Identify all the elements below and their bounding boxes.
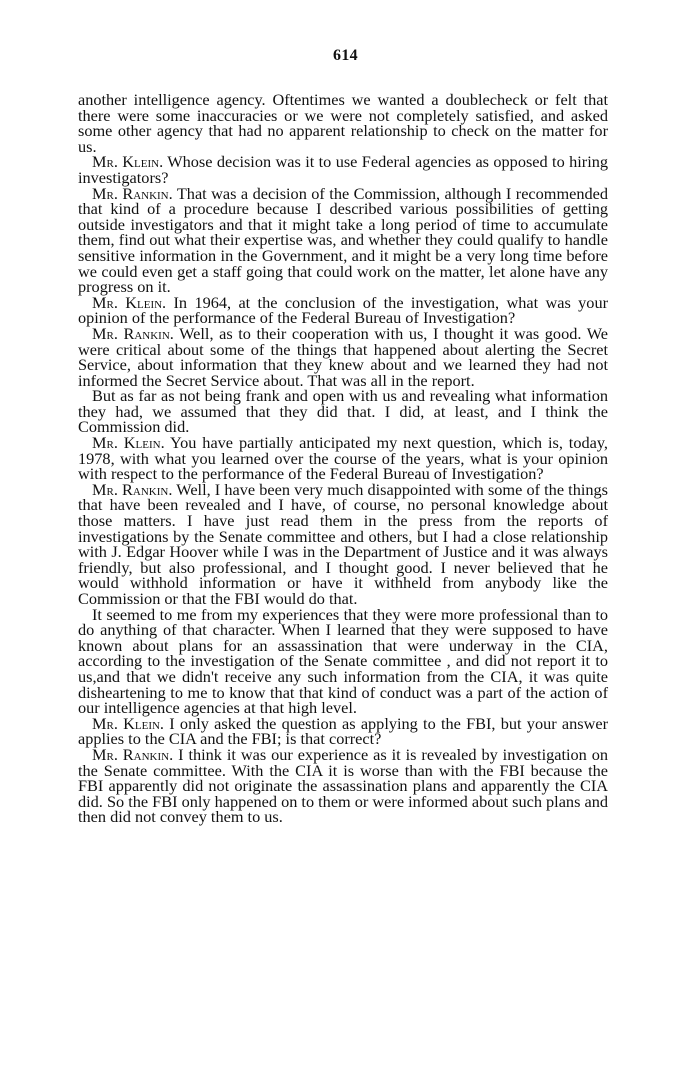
paragraph bbox=[78, 435, 608, 482]
paragraph bbox=[78, 388, 608, 435]
paragraph-text: I think it was our experience as it is revealed by investigation on the Senate committee. With the CIA it is worse than with the FBI because the FBI apparently did not originate the assassination plans and apparently the CIA did. So the FBI only happened on to them or were informed about such plans and then did not convey them to us. bbox=[78, 744, 608, 827]
speaker-label: Mr. Rankin. bbox=[92, 479, 173, 499]
paragraph-text: Whose decision was it to use Federal agencies as opposed to hiring investigators? bbox=[78, 152, 608, 187]
speaker-label: Mr. Rankin. bbox=[92, 323, 174, 343]
paragraph-text: In 1964, at the conclusion of the investigation, what was your opinion of the performance of the Federal Bureau of Investigation? bbox=[78, 292, 609, 328]
paragraph-text: That was a decision of the Commission, although I recommended that kind of a procedure because I described various possibilities of getting outside investigators and that it might take a long period of time to accumulate them, find out what their expertise was, and whether they could qualify to handle sensitive information in the Government, and it might be a very long time before we could even get a staff going that could work on the matter, let alone have any progress on it. bbox=[78, 183, 608, 297]
paragraph-text: But as far as not being frank and open with us and revealing what information they had, we assumed that they did that. I did, at least, and I think the Commission did. bbox=[78, 386, 608, 437]
speaker-label: Mr. Klein. bbox=[92, 713, 165, 733]
page-number: 614 bbox=[333, 47, 358, 64]
paragraph bbox=[78, 479, 608, 608]
paragraph-text: I only asked the question as applying to the FBI, but your answer applies to the CIA and the FBI; is that correct? bbox=[78, 713, 609, 749]
speaker-label: Mr. Klein. bbox=[92, 292, 167, 312]
paragraph bbox=[78, 154, 608, 185]
speaker-label: Mr. Klein. bbox=[92, 433, 165, 453]
paragraph bbox=[78, 604, 608, 718]
speaker-label: Mr. Klein. bbox=[92, 152, 164, 172]
paragraph bbox=[78, 744, 608, 827]
paragraph-text: You have partially anticipated my next question, which is, today, 1978, with what you learned over the course of the years, what is your opinion with respect to the performance of the Federal Bureau of Investigation? bbox=[78, 433, 608, 484]
transcript-body bbox=[78, 92, 608, 825]
speaker-label: Mr. Rankin. bbox=[92, 183, 173, 203]
speaker-label: Mr. Rankin. bbox=[92, 744, 174, 764]
paragraph bbox=[78, 713, 609, 749]
paragraph bbox=[78, 92, 608, 154]
paragraph-text: another intelligence agency. Oftentimes we wanted a doublecheck or felt that there were some inaccuracies or we were not completely satisfied, and asked some other agency that had no apparent relationship to check on the matter for us. bbox=[78, 90, 608, 156]
paragraph-text: Well, I have been very much disappointed with some of the things that have been revealed and I have, of course, no personal knowledge about those matters. I have just read them in the press from the reports of investigations by the Senate committee and others, but I had a close relationship with J. Edgar Hoover while I was in the Department of Justice and it was always friendly, but also professional, and I thought good. I never believed that he would withhold information or have it withheld from anybody like the Commission or that the FBI would do that. bbox=[78, 479, 608, 608]
paragraph bbox=[78, 323, 608, 390]
paragraph-text: Well, as to their cooperation with us, I thought it was good. We were critical about some of the things that happened about alerting the Secret Service, about information that they knew about and we learned they had not informed the Secret Service about. That was all in the report. bbox=[78, 323, 608, 390]
paragraph bbox=[78, 292, 609, 328]
paragraph-text: It seemed to me from my experiences that they were more professional than to do anything of that character. When I learned that they were supposed to have known about plans for an assassination that were underway in the CIA, according to the investigation of the Senate committee , and did not report it to us,and that we didn't receive any such information from the CIA, it was quite disheartening to me to know that that kind of conduct was a part of the action of our intelligence agencies at that high level. bbox=[78, 604, 608, 718]
paragraph bbox=[78, 183, 608, 297]
